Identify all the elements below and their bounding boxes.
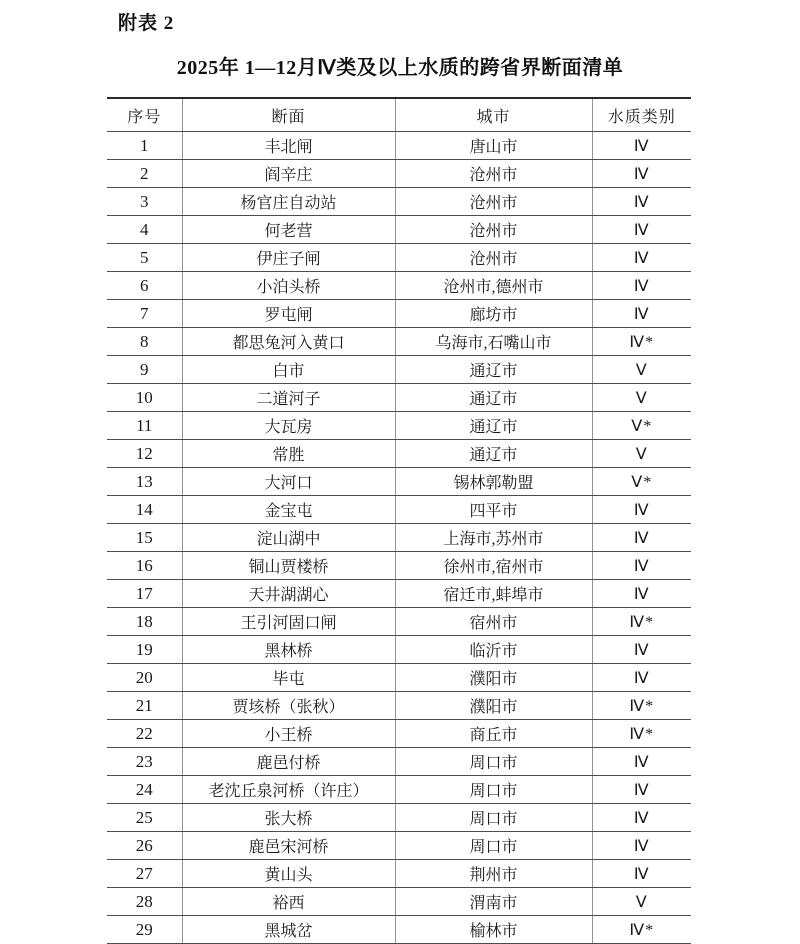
cell-no: 29 xyxy=(107,916,182,944)
table-row xyxy=(107,356,691,384)
cell-city: 唐山市 xyxy=(395,132,592,160)
cell-quality: Ⅳ xyxy=(592,188,691,216)
cell-section: 阎辛庄 xyxy=(182,160,395,188)
cell-quality: Ⅳ xyxy=(592,216,691,244)
table-container xyxy=(107,97,691,944)
cell-section: 毕屯 xyxy=(182,664,395,692)
cell-city: 沧州市 xyxy=(395,160,592,188)
table-row xyxy=(107,552,691,580)
cell-section: 鹿邑付桥 xyxy=(182,748,395,776)
cell-section: 铜山贾楼桥 xyxy=(182,552,395,580)
cell-no: 14 xyxy=(107,496,182,524)
cell-city: 沧州市 xyxy=(395,244,592,272)
table-row xyxy=(107,608,691,636)
cell-section: 大河口 xyxy=(182,468,395,496)
cell-no: 7 xyxy=(107,300,182,328)
table-row xyxy=(107,384,691,412)
cell-quality: Ⅴ* xyxy=(592,468,691,496)
cell-quality: Ⅳ* xyxy=(592,916,691,944)
cell-quality: Ⅴ xyxy=(592,440,691,468)
cell-no: 23 xyxy=(107,748,182,776)
cell-section: 大瓦房 xyxy=(182,412,395,440)
cell-no: 28 xyxy=(107,888,182,916)
cell-section: 老沈丘泉河桥（许庄） xyxy=(182,776,395,804)
cell-section: 鹿邑宋河桥 xyxy=(182,832,395,860)
cell-quality: Ⅴ xyxy=(592,356,691,384)
cell-section: 金宝屯 xyxy=(182,496,395,524)
water-quality-table xyxy=(107,97,691,944)
cell-no: 9 xyxy=(107,356,182,384)
cell-section: 杨官庄自动站 xyxy=(182,188,395,216)
cell-no: 13 xyxy=(107,468,182,496)
cell-section: 伊庄子闸 xyxy=(182,244,395,272)
cell-section: 天井湖湖心 xyxy=(182,580,395,608)
cell-no: 12 xyxy=(107,440,182,468)
cell-city: 周口市 xyxy=(395,776,592,804)
cell-no: 8 xyxy=(107,328,182,356)
cell-city: 临沂市 xyxy=(395,636,592,664)
table-row xyxy=(107,664,691,692)
cell-section: 小王桥 xyxy=(182,720,395,748)
cell-quality: Ⅳ* xyxy=(592,608,691,636)
cell-city: 濮阳市 xyxy=(395,692,592,720)
table-row xyxy=(107,804,691,832)
cell-no: 2 xyxy=(107,160,182,188)
column-header-section: 断面 xyxy=(182,98,395,132)
cell-quality: Ⅳ xyxy=(592,524,691,552)
cell-quality: Ⅳ* xyxy=(592,692,691,720)
cell-no: 19 xyxy=(107,636,182,664)
table-row xyxy=(107,916,691,944)
cell-no: 10 xyxy=(107,384,182,412)
cell-no: 6 xyxy=(107,272,182,300)
table-row xyxy=(107,496,691,524)
cell-city: 锡林郭勒盟 xyxy=(395,468,592,496)
cell-quality: Ⅳ xyxy=(592,748,691,776)
cell-quality: Ⅳ* xyxy=(592,720,691,748)
cell-no: 25 xyxy=(107,804,182,832)
cell-city: 榆林市 xyxy=(395,916,592,944)
table-body xyxy=(107,132,691,944)
cell-section: 小泊头桥 xyxy=(182,272,395,300)
cell-quality: Ⅳ xyxy=(592,664,691,692)
table-row xyxy=(107,636,691,664)
cell-no: 22 xyxy=(107,720,182,748)
cell-city: 周口市 xyxy=(395,748,592,776)
cell-no: 17 xyxy=(107,580,182,608)
cell-city: 沧州市,德州市 xyxy=(395,272,592,300)
table-row xyxy=(107,188,691,216)
table-row xyxy=(107,832,691,860)
table-row xyxy=(107,328,691,356)
cell-quality: Ⅴ* xyxy=(592,412,691,440)
cell-city: 濮阳市 xyxy=(395,664,592,692)
cell-no: 11 xyxy=(107,412,182,440)
page-title: 2025年 1—12月Ⅳ类及以上水质的跨省界断面清单 xyxy=(176,57,624,79)
cell-no: 4 xyxy=(107,216,182,244)
column-header-quality: 水质类别 xyxy=(592,98,691,132)
cell-quality: Ⅳ xyxy=(592,552,691,580)
table-row xyxy=(107,160,691,188)
cell-city: 周口市 xyxy=(395,804,592,832)
cell-section: 黄山头 xyxy=(182,860,395,888)
table-row xyxy=(107,720,691,748)
table-row xyxy=(107,216,691,244)
cell-city: 通辽市 xyxy=(395,356,592,384)
cell-city: 四平市 xyxy=(395,496,592,524)
table-row xyxy=(107,300,691,328)
table-row xyxy=(107,468,691,496)
cell-section: 张大桥 xyxy=(182,804,395,832)
cell-no: 27 xyxy=(107,860,182,888)
cell-quality: Ⅳ xyxy=(592,776,691,804)
cell-city: 上海市,苏州市 xyxy=(395,524,592,552)
table-row xyxy=(107,244,691,272)
cell-city: 沧州市 xyxy=(395,216,592,244)
table-row xyxy=(107,580,691,608)
cell-city: 通辽市 xyxy=(395,412,592,440)
cell-section: 都思兔河入黄口 xyxy=(182,328,395,356)
table-row xyxy=(107,692,691,720)
cell-section: 丰北闸 xyxy=(182,132,395,160)
cell-quality: Ⅳ xyxy=(592,300,691,328)
table-row xyxy=(107,132,691,160)
cell-city: 宿迁市,蚌埠市 xyxy=(395,580,592,608)
cell-section: 二道河子 xyxy=(182,384,395,412)
cell-no: 15 xyxy=(107,524,182,552)
cell-city: 通辽市 xyxy=(395,440,592,468)
cell-section: 常胜 xyxy=(182,440,395,468)
table-row xyxy=(107,412,691,440)
table-row xyxy=(107,440,691,468)
cell-quality: Ⅳ xyxy=(592,272,691,300)
cell-no: 3 xyxy=(107,188,182,216)
cell-section: 黑林桥 xyxy=(182,636,395,664)
cell-quality: Ⅳ xyxy=(592,496,691,524)
table-row xyxy=(107,524,691,552)
cell-no: 24 xyxy=(107,776,182,804)
cell-city: 荆州市 xyxy=(395,860,592,888)
cell-no: 5 xyxy=(107,244,182,272)
cell-city: 宿州市 xyxy=(395,608,592,636)
cell-section: 淀山湖中 xyxy=(182,524,395,552)
cell-quality: Ⅳ xyxy=(592,636,691,664)
cell-quality: Ⅳ xyxy=(592,244,691,272)
cell-city: 周口市 xyxy=(395,832,592,860)
cell-no: 18 xyxy=(107,608,182,636)
column-header-no: 序号 xyxy=(107,98,182,132)
cell-quality: Ⅳ xyxy=(592,132,691,160)
cell-no: 16 xyxy=(107,552,182,580)
table-row xyxy=(107,748,691,776)
cell-city: 徐州市,宿州市 xyxy=(395,552,592,580)
cell-section: 罗屯闸 xyxy=(182,300,395,328)
cell-section: 白市 xyxy=(182,356,395,384)
cell-no: 21 xyxy=(107,692,182,720)
cell-city: 通辽市 xyxy=(395,384,592,412)
column-header-city: 城市 xyxy=(395,98,592,132)
cell-no: 1 xyxy=(107,132,182,160)
table-row xyxy=(107,272,691,300)
cell-section: 黑城岔 xyxy=(182,916,395,944)
cell-quality: Ⅳ* xyxy=(592,328,691,356)
cell-quality: Ⅳ xyxy=(592,832,691,860)
cell-quality: Ⅳ xyxy=(592,580,691,608)
cell-section: 裕西 xyxy=(182,888,395,916)
cell-quality: Ⅳ xyxy=(592,860,691,888)
cell-city: 沧州市 xyxy=(395,188,592,216)
cell-section: 何老营 xyxy=(182,216,395,244)
cell-quality: Ⅴ xyxy=(592,888,691,916)
cell-city: 渭南市 xyxy=(395,888,592,916)
appendix-label: 附表 2 xyxy=(118,13,175,34)
cell-city: 廊坊市 xyxy=(395,300,592,328)
cell-quality: Ⅴ xyxy=(592,384,691,412)
cell-quality: Ⅳ xyxy=(592,804,691,832)
cell-quality: Ⅳ xyxy=(592,160,691,188)
cell-city: 乌海市,石嘴山市 xyxy=(395,328,592,356)
cell-no: 26 xyxy=(107,832,182,860)
cell-city: 商丘市 xyxy=(395,720,592,748)
table-row xyxy=(107,776,691,804)
table-header-row xyxy=(107,98,691,132)
cell-section: 王引河固口闸 xyxy=(182,608,395,636)
table-row xyxy=(107,860,691,888)
cell-section: 贾垓桥（张秋） xyxy=(182,692,395,720)
cell-no: 20 xyxy=(107,664,182,692)
table-row xyxy=(107,888,691,916)
